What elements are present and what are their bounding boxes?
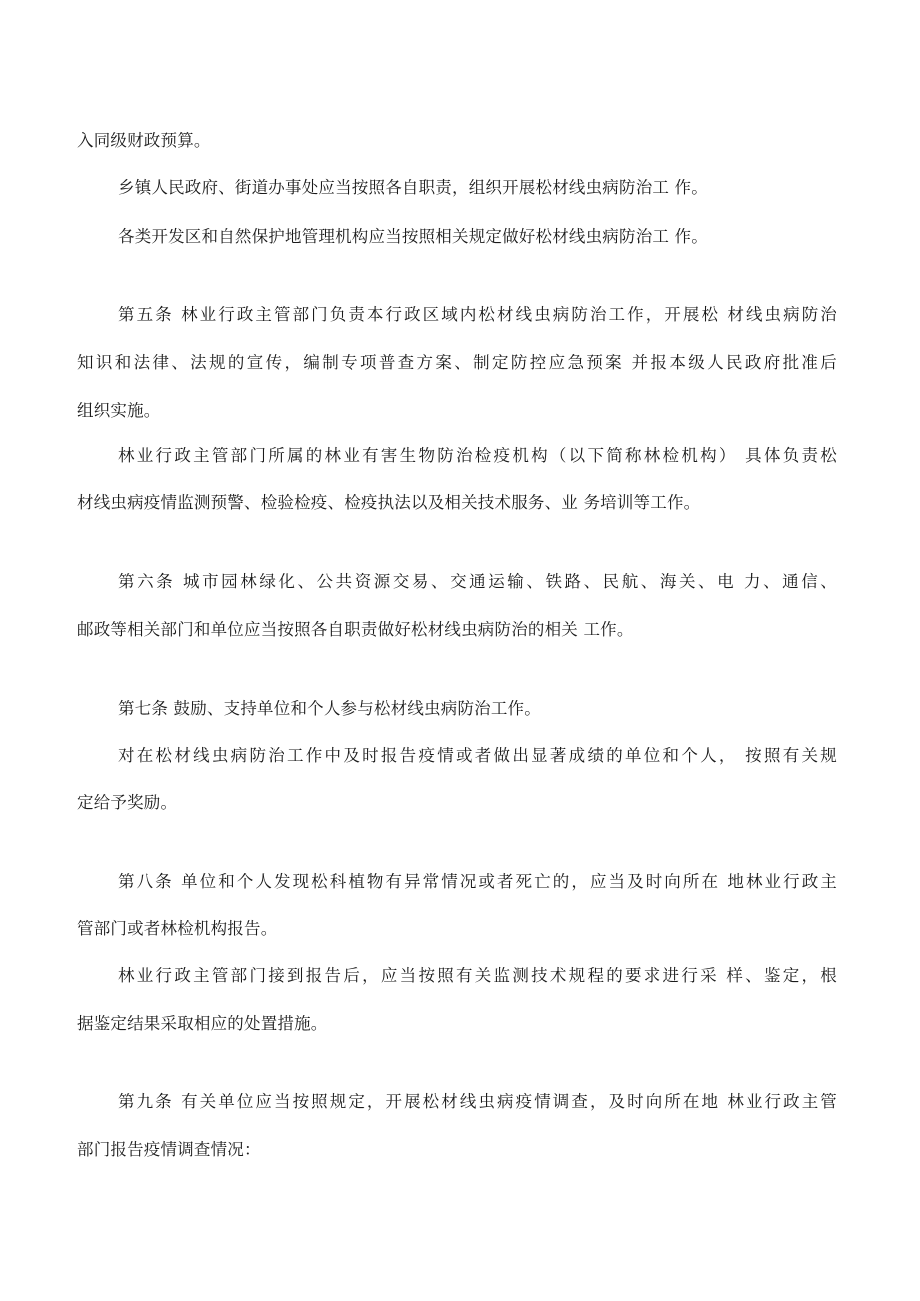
article-9-line-2: 部门报告疫情调查情况：: [77, 1140, 261, 1159]
article-5-line-3: 组织实施。: [77, 401, 161, 420]
article-5-line-4: 林业行政主管部门所属的林业有害生物防治检疫机构（以下简称林检机构） 具体负责松: [118, 446, 837, 465]
article-5-line-1: 第五条 林业行政主管部门负责本行政区域内松材线虫病防治工作，开展松 材线虫病防治: [118, 305, 837, 324]
article-6-line-1: 第六条 城市园林绿化、公共资源交易、交通运输、铁路、民航、海关、电 力、通信、: [118, 572, 837, 591]
article-6-line-2: 邮政等相关部门和单位应当按照各自职责做好松材线虫病防治的相关 工作。: [77, 620, 634, 639]
article-8-line-2: 管部门或者林检机构报告。: [77, 919, 278, 938]
article-9-line-1: 第九条 有关单位应当按照规定，开展松材线虫病疫情调查，及时向所在地 林业行政主管: [118, 1092, 837, 1111]
article-8-line-3: 林业行政主管部门接到报告后，应当按照有关监测技术规程的要求进行采 样、鉴定，根: [118, 966, 837, 985]
article-5-line-2: 知识和法律、法规的宣传，编制专项普查方案、制定防控应急预案 并报本级人民政府批准后: [77, 353, 837, 372]
text-line-1: 入同级财政预算。: [77, 131, 211, 150]
article-7-line-2: 对在松材线虫病防治工作中及时报告疫情或者做出显著成绩的单位和个人， 按照有关规: [118, 746, 837, 765]
article-8-line-4: 据鉴定结果采取相应的处置措施。: [77, 1014, 328, 1033]
text-line-2: 乡镇人民政府、街道办事处应当按照各自职责，组织开展松材线虫病防治工 作。: [118, 178, 708, 197]
article-5-line-5: 材线虫病疫情监测预警、检验检疫、检疫执法以及相关技术服务、业 务培训等工作。: [77, 493, 701, 512]
article-7-line-3: 定给予奖励。: [77, 793, 178, 812]
article-8-line-1: 第八条 单位和个人发现松科植物有异常情况或者死亡的，应当及时向所在 地林业行政主: [118, 872, 837, 891]
article-7-line-1: 第七条 鼓励、支持单位和个人参与松材线虫病防治工作。: [118, 699, 541, 718]
text-line-3: 各类开发区和自然保护地管理机构应当按照相关规定做好松材线虫病防治工 作。: [118, 227, 708, 246]
